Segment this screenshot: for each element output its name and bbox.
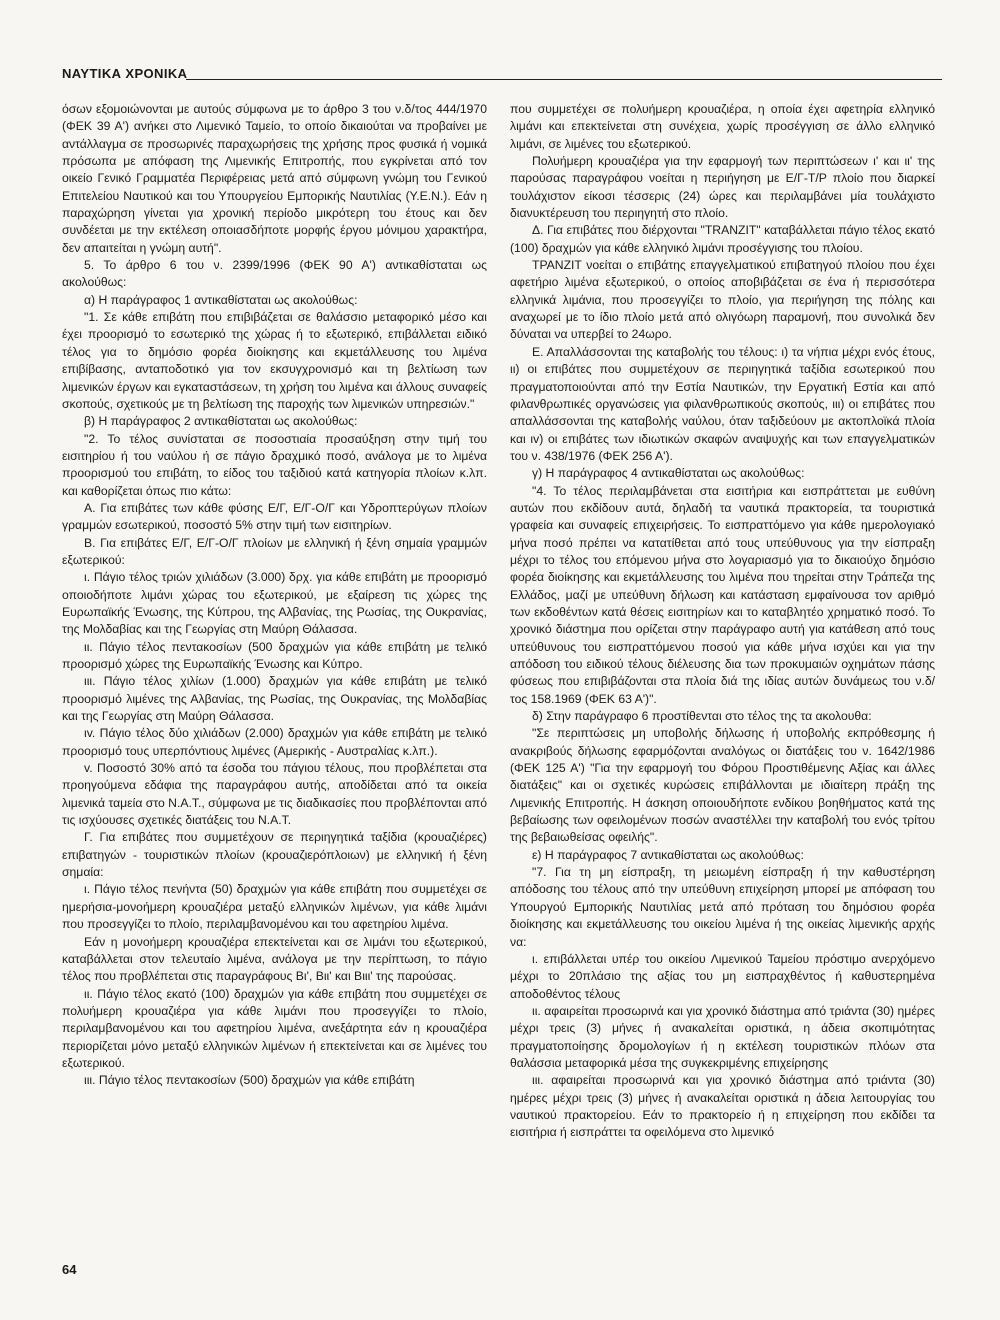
running-header bbox=[62, 64, 942, 90]
paragraph: ιι. Πάγιο τέλος πεντακοσίων (500 δραχμών για κάθε επιβάτη με τελικό προορισμό χώρες της Ευρωπαϊκής Ένωσης και Κύπρο. bbox=[62, 639, 487, 671]
paragraph: α) Η παράγραφος 1 αντικαθίσταται ως ακολούθως: bbox=[84, 292, 358, 307]
paragraph: Δ. Για επιβάτες που διέρχονται "ΤRANZIT" καταβάλλεται πάγιο τέλος εκατό (100) δραχμών για κάθε ελληνικό λιμάνι προσέγγισης του πλοίου. bbox=[510, 223, 935, 255]
left-column bbox=[62, 101, 487, 1216]
right-column bbox=[510, 101, 935, 1216]
paragraph: που συμμετέχει σε πολυήμερη κρουαζιέρα, η οποία έχει αφετηρία ελληνικό λιμάνι και επεκτείνεται στη συνέχεια, χωρίς προσέγγιση σε άλλο ελληνικό λιμάνι, σε λιμένες του εξωτερικού. bbox=[510, 102, 935, 151]
paragraph: Γ. Για επιβάτες που συμμετέχουν σε περιηγητικά ταξίδια (κρουαζιέρες) επιβατηγών - τουριστικών πλοίων (κρουαζιερόπλοιων) με ελληνική ή ξένη σημαία: bbox=[62, 830, 487, 880]
publication-title: ΝΑΥΤΙΚΑ ΧΡΟΝΙΚΑ bbox=[62, 66, 188, 81]
paragraph: ιιι. αφαιρείται προσωρινά και για χρονικό διάστημα από τριάντα (30) ημέρες μέχρι τρεις (3) μήνες ή ανακαλείται οριστικά η άδεια λειτουργίας του ναυτικού πρακτορείου. Εάν το πρακτορείο ή η επιχείρηση που εκδίδει τα εισιτήρια ή εισπράττει τα οφειλόμενα στο λιμενικό bbox=[510, 1073, 935, 1140]
paragraph: ι. Πάγιο τέλος πενήντα (50) δραχμών για κάθε επιβάτη που συμμετέχει σε ημερήσια-μονοήμερη κρουαζιέρα μεταξύ ελληνικών λιμένων, για κάθε λιμάνι που προσεγγίζει το πλοίο, περιλαμβανομένου και του αφετηρίου λιμένα. bbox=[62, 882, 487, 932]
paragraph: "1. Σε κάθε επιβάτη που επιβιβάζεται σε θαλάσσιο μεταφορικό μέσο και έχει προορισμό το εσωτερικό της χώρας ή το εξωτερικό, επιβάλλεται ειδικό τέλος για το δημόσιο φορέα διοίκησης και εκμετάλλευσης του λιμένα επιβίβασης, ανταποδοτικό για τον εκσυγχρονισμό και τη βελτίωση των λιμενικών έργων και εγκαταστάσεων, τη χρήση του λιμένα και άλλους συναφείς σκοπούς, σχετικούς με τη βελτίωση της παροχής των λιμενικών υπηρεσιών." bbox=[62, 310, 487, 411]
paragraph: Ε. Απαλλάσσονται της καταβολής του τέλους: ι) τα νήπια μέχρι ενός έτους, ιι) οι επιβάτες που συμμετέχουν σε περιηγητικά ταξίδια εσωτερικού που πραγματοποιούνται από την Εστία Ναυτικών, την Εργατική Εστία και από φιλανθρωπικές οργανώσεις για φιλανθρωπικούς σκοπούς, ιιι) οι επιβάτες που απαλλάσσονται της καταβολής ναύλου, όταν ταξιδεύουν με ακτοπλοϊκά πλοία και ιv) οι επιβάτες των ιδιωτικών σκαφών αναψυχής και των επαγγελματικών του ν. 438/1976 (ΦΕΚ 256 Α'). bbox=[510, 344, 935, 463]
paragraph: ιι. Πάγιο τέλος εκατό (100) δραχμών για κάθε επιβάτη που συμμετέχει σε πολυήμερη κρουαζιέρα για κάθε λιμάνι που προσεγγίζει το πλοίο, περιλαμβανομένου και του αφετηρίου λιμένα, ανεξάρτητα εάν η κρουαζιέρα περιορίζεται μόνο μεταξύ ελληνικών λιμένων ή επεκτείνεται και σε λιμένες του εξωτερικού. bbox=[62, 986, 487, 1070]
paragraph: όσων εξομοιώνονται με αυτούς σύμφωνα με το άρθρο 3 του ν.δ/τος 444/1970 (ΦΕΚ 39 Α') ανήκει στο Λιμενικό Ταμείο, το οποίο δικαιούται να προβαίνει με αντάλλαγμα σε προσωρινές παραχωρήσεις της χρήσης προς φυσικά ή νομικά πρόσωπα με απόφαση της Λιμενικής Επιτροπής, που εγκρίνεται από τον οικείο Γενικό Γραμματέα Περιφέρειας μετά από σύμφωνη γνώμη του Γενικού Επιτελείου Ναυτικού και του Υπουργείου Εμπορικής Ναυτιλίας (Υ.Ε.Ν.). Εάν η παραχώρηση γίνεται για χρονική περίοδο μικρότερη του έτους και δεν συνδέεται με την εκτέλεση οποιασδήποτε μορφής έργου μόνιμου χαρακτήρα, δεν απαιτείται η γνώμη αυτή". bbox=[62, 102, 487, 255]
page-number: 64 bbox=[62, 1262, 77, 1277]
paragraph: ιιι. Πάγιο τέλος πεντακοσίων (500) δραχμών για κάθε επιβάτη bbox=[84, 1073, 415, 1088]
paragraph: "4. Το τέλος περιλαμβάνεται στα εισιτήρια και εισπράττεται με ευθύνη αυτών που εκδίδουν αυτά, δηλαδή τα ναυτικά πρακτορεία, τα τουριστικά γραφεία και συναφείς επιχειρήσεις. Το εισπραττόμενο για κάθε ημερολογιακό μήνα ποσό πρέπει να κατατίθεται από τους υπεύθυνους για την είσπραξη μέχρι το τέλος του επόμενου μήνα στο λογαριασμό για το δικαιούχο δημόσιο φορέα διοίκησης και εκμετάλλευσης του λιμένα που τηρείται στην Τράπεζα της Ελλάδος, μαζί με υπεύθυνη δήλωση και κατάσταση εμφαίνουσα τον αριθμό των εκδοθέντων κατά θέσεις εισιτηρίων και το καταβλητέο χρηματικό ποσό. Το χρονικό διάστημα που ορίζεται στην παράγραφο αυτή για κατάθεση από τους υπεύθυνους του εισπραττόμενου ποσού για κάθε μήνα ισχύει και για την απόδοση του ειδικού τέλους διέλευσης δια των προκυμαιών οχημάτων πάσης φύσεως που επιβιβάζονται στα πλοία διά της ιδίας αυτών δυνάμεως του ν.δ/τος 158.1969 (ΦΕΚ 63 Α')". bbox=[510, 483, 935, 706]
paragraph: γ) Η παράγραφος 4 αντικαθίσταται ως ακολούθως: bbox=[532, 466, 805, 481]
paragraph: Α. Για επιβάτες των κάθε φύσης Ε/Γ, Ε/Γ-Ο/Γ και Υδροπτερύγων πλοίων γραμμών εσωτερικού, ποσοστό 5% στην τιμή των εισιτηρίων. bbox=[62, 500, 487, 533]
paragraph: ιι. αφαιρείται προσωρινά και για χρονικό διάστημα από τριάντα (30) ημέρες μέχρι τρεις (3) μήνες ή ανακαλείται οριστικά, η άδεια σκοπιμότητας πραγματοποίησης δρομολογίων ή η εκτέλεση τουριστικών πλόων στα θαλάσσια μεταφορικά μέσα της συγκεκριμένης επιχείρησης bbox=[510, 1003, 935, 1070]
paragraph: ΤΡΑΝΖΙΤ νοείται ο επιβάτης επαγγελματικού επιβατηγού πλοίου που έχει αφετήριο λιμένα εξωτερικού, ο οποίος αποβιβάζεται σε ένα ή περισσότερα ελληνικά λιμάνια, που προσεγγίζει το πλοίο, για περιήγηση της πόλης και αναχωρεί με το ίδιο πλοίο μετά από ολιγόωρη παραμονή, που συνολικά δεν δύναται να υπερβεί το 24ωρο. bbox=[510, 258, 935, 342]
paragraph: ι. Πάγιο τέλος τριών χιλιάδων (3.000) δρχ. για κάθε επιβάτη με προορισμό οποιοδήποτε λιμάνι χώρας του εξωτερικού, με εξαίρεση τις χώρες της Ευρωπαϊκής Ένωσης, της Κύπρου, της Αλβανίας, της Ρωσίας, της Ουκρανίας, της Μολδαβίας και της Γεωργίας στη Μαύρη Θάλασσα. bbox=[62, 570, 487, 637]
paragraph: δ) Στην παράγραφο 6 προστίθενται στο τέλος της τα ακολουθα: bbox=[532, 709, 872, 724]
paragraph: 5. Το άρθρο 6 του ν. 2399/1996 (ΦΕΚ 90 Α') αντικαθίσταται ως ακολούθως: bbox=[62, 258, 487, 290]
paragraph: v. Ποσοστό 30% από τα έσοδα του πάγιου τέλους, που προβλέπεται στα προηγούμενα εδάφια της παραγράφου αυτής, αποδίδεται από τα οικεία λιμενικά ταμεία στο Ν.Α.Τ., σύμφωνα με τις διαδικασίες που προβλέπονται από τις ισχύουσες σχετικές διατάξεις του Ν.Α.Τ. bbox=[62, 761, 487, 828]
paragraph: ι. επιβάλλεται υπέρ του οικείου Λιμενικού Ταμείου πρόστιμο ανερχόμενο μέχρι το 20πλάσιο της αξίας του μη εισπραχθέντος ή καθυστερημένα αποδοθέντος τέλους bbox=[510, 951, 935, 1001]
paragraph: β) Η παράγραφος 2 αντικαθίσταται ως ακολούθως: bbox=[84, 414, 358, 429]
paragraph: ιv. Πάγιο τέλος δύο χιλιάδων (2.000) δραχμών για κάθε επιβάτη με τελικό προορισμό τους υπερπόντιους λιμένες (Αμερικής - Αυστραλίας κ.λπ.). bbox=[62, 726, 487, 758]
paragraph: "7. Για τη μη είσπραξη, τη μειωμένη είσπραξη ή την καθυστέρηση απόδοσης του τέλους από την υπεύθυνη επιχείρηση μπορεί με απόφαση του Υπουργού Εμπορικής Ναυτιλίας μετά από πρόταση του δημόσιου φορέα διοίκησης και εκμετάλλευσης του οικείου λιμένα ή της οικείας λιμενικής αρχής να: bbox=[510, 865, 935, 949]
paragraph: Εάν η μονοήμερη κρουαζιέρα επεκτείνεται και σε λιμάνι του εξωτερικού, καταβάλλεται στον τελευταίο λιμένα, ανάλογα με την περίπτωση, το πάγιο τέλος που προβλέπεται στις παραγράφους Βι', Βιι' και Βιιι' της παρούσας. bbox=[62, 934, 487, 984]
header-rule bbox=[186, 79, 942, 80]
paragraph: Β. Για επιβάτες Ε/Γ, Ε/Γ-Ο/Γ πλοίων με ελληνική ή ξένη σημαία γραμμών εξωτερικού: bbox=[62, 535, 487, 567]
paragraph: Πολυήμερη κρουαζιέρα για την εφαρμογή των περιπτώσεων ι' και ιι' της παρούσας παραγράφου νοείται η περιήγηση με Ε/Γ-Τ/Ρ πλοίο που διαρκεί τουλάχιστον είκοσι τέσσερις (24) ώρες και περιλαμβάνει μία τουλάχιστο διανυκτέρευση του περιηγητή στο πλοίο. bbox=[510, 154, 935, 221]
paragraph: "2. Το τέλος συνίσταται σε ποσοστιαία προσαύξηση στην τιμή του εισιτηρίου ή του ναύλου ή σε πάγιο δραχμικό ποσό, ανάλογα με το λιμένα προορισμού του επιβάτη, το είδος του ταξιδιού κατά κατηγορία πλοίων κ.λπ. και καθορίζεται όπως πιο κάτω: bbox=[62, 431, 487, 498]
paragraph: "Σε περιπτώσεις μη υποβολής δήλωσης ή υποβολής εκπρόθεσμης ή ανακριβούς δήλωσης εφαρμόζονται αναλόγως οι διατάξεις του ν. 1642/1986 (ΦΕΚ 125 Α') "Για την εφαρμογή του Φόρου Προστιθέμενης Αξίας και άλλες διατάξεις" και οι σχετικές κυρώσεις επιβάλλονται με ιδιαίτερη πράξη της Λιμενικής Επιτροπής. Η άσκηση οποιουδήποτε ενδίκου βοηθήματος κατά της βεβαίωσης των οφειλομένων ποσών αναστέλλει την καταβολή του ενός τρίτου της βεβαιωθείσας οφειλής". bbox=[510, 726, 935, 845]
paragraph: ε) Η παράγραφος 7 αντικαθίσταται ως ακολούθως: bbox=[532, 847, 804, 862]
paragraph: ιιι. Πάγιο τέλος χιλίων (1.000) δραχμών για κάθε επιβάτη με τελικό προορισμό λιμένες της Αλβανίας, της Ρωσίας, της Ουκρανίας, της Μολδαβίας και της Γεωργίας στη Μαύρη Θάλασσα. bbox=[62, 674, 487, 724]
